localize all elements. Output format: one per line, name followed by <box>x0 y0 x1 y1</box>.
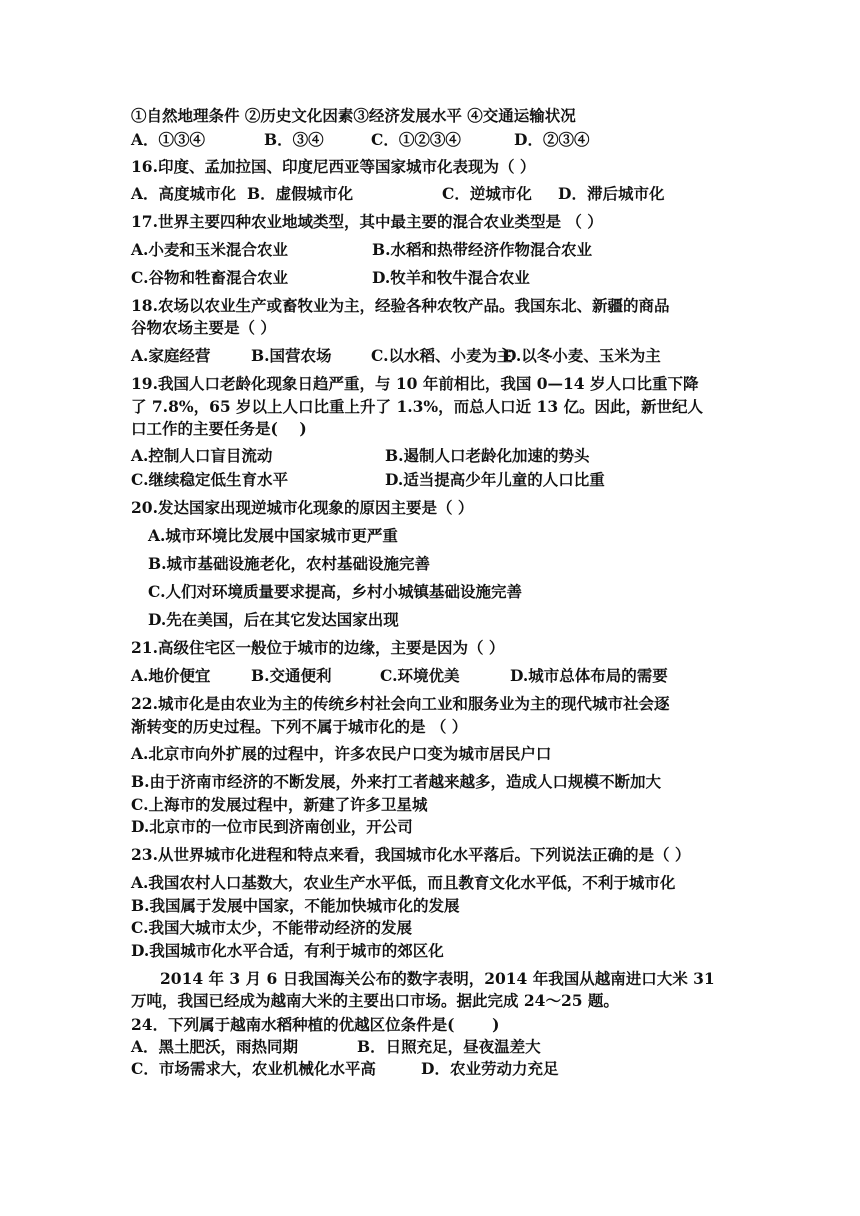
text-line <box>131 918 412 938</box>
option-text: D．②③④ <box>514 130 590 149</box>
option-text: A.控制人口盲目流动 <box>131 446 273 465</box>
text-line <box>131 374 698 394</box>
line-text: 万吨，我国已经成为越南大米的主要出口市场。据此完成 24～25 题。 <box>131 991 619 1010</box>
line-text: A.城市环境比发展中国家城市更严重 <box>148 526 398 545</box>
option-text: C．逆城市化 <box>442 184 532 203</box>
option-text: A.小麦和玉米混合农业 <box>131 240 288 259</box>
text-line <box>148 554 430 574</box>
line-text: 2014 年 3 月 6 日我国海关公布的数字表明，2014 年我国从越南进口大米 31 <box>160 969 715 988</box>
line-text: 20.发达国家出现逆城市化现象的原因主要是（ ） <box>131 498 474 517</box>
line-text: C.上海市的发展过程中，新建了许多卫星城 <box>131 795 428 814</box>
option-text: A．高度城市化 <box>131 184 237 203</box>
text-line <box>148 610 399 630</box>
text-line <box>131 157 535 177</box>
line-text: 了 7.8%，65 岁以上人口比重上升了 1.3%，而总人口近 13 亿。因此，新世纪人 <box>131 397 704 416</box>
line-text: 渐转变的历史过程。下列不属于城市化的是 （ ） <box>131 717 468 736</box>
line-text: 22.城市化是由农业为主的传统乡村社会向工业和服务业为主的现代城市社会逐 <box>131 694 670 713</box>
text-line <box>131 873 675 893</box>
option-text: D．滞后城市化 <box>558 184 665 203</box>
option-text: B.国营农场 <box>251 346 332 365</box>
option-text: B.水稻和热带经济作物混合农业 <box>372 240 592 259</box>
line-text: 18.农场以农业生产或畜牧业为主，经验各种农牧产品。我国东北、新疆的商品 <box>131 296 670 315</box>
line-text: 19.我国人口老龄化现象日趋严重，与 10 年前相比，我国 0—14 岁人口比重下降 <box>131 374 699 393</box>
line-text: B.由于济南市经济的不断发展，外来打工者越来越多，造成人口规模不断加大 <box>131 772 661 791</box>
text-line <box>131 795 427 815</box>
line-text: C.我国大城市太少，不能带动经济的发展 <box>131 918 412 937</box>
line-text: 16.印度、孟加拉国、印度尼西亚等国家城市化表现为（ ） <box>131 157 536 176</box>
text-line <box>131 817 413 837</box>
option-text: B.交通便利 <box>251 666 332 685</box>
line-text: C.人们对环境质量要求提高，乡村小城镇基础设施完善 <box>148 582 522 601</box>
option-text: D.城市总体布局的需要 <box>510 666 668 685</box>
text-line <box>148 526 398 546</box>
text-line <box>160 969 715 989</box>
option-text: A．黑土肥沃，雨热同期 <box>131 1037 299 1056</box>
option-text: A.家庭经营 <box>131 346 211 365</box>
text-line <box>131 744 551 764</box>
line-text: B.城市基础设施老化，农村基础设施完善 <box>148 554 430 573</box>
text-line <box>131 694 669 714</box>
line-text: 23.从世界城市化进程和特点来看，我国城市化水平落后。下列说法正确的是（ ） <box>131 845 691 864</box>
line-text: 谷物农场主要是（ ） <box>131 318 276 337</box>
text-line <box>131 845 690 865</box>
text-line <box>131 638 504 658</box>
option-text: B.遏制人口老龄化加速的势头 <box>385 446 590 465</box>
text-line <box>131 419 307 439</box>
text-line <box>131 498 473 518</box>
line-text: 21.高级住宅区一般位于城市的边缘，主要是因为（ ） <box>131 638 505 657</box>
text-line <box>131 1015 500 1035</box>
option-text: C.继续稳定低生育水平 <box>131 470 288 489</box>
text-line <box>131 941 444 961</box>
option-text: C．①②③④ <box>371 130 461 149</box>
option-text: B．③④ <box>264 130 324 149</box>
text-line <box>131 212 603 232</box>
option-text: C.谷物和牲畜混合农业 <box>131 268 288 287</box>
line-text: B.我国属于发展中国家，不能加快城市化的发展 <box>131 896 460 915</box>
option-text: C.环境优美 <box>380 666 460 685</box>
text-line <box>131 296 669 316</box>
option-text: C.以水稻、小麦为主 <box>371 346 513 365</box>
option-text: A.地价便宜 <box>131 666 211 685</box>
option-text: A．①③④ <box>131 130 206 149</box>
text-line <box>131 991 619 1011</box>
option-text: D.适当提高少年儿童的人口比重 <box>385 470 605 489</box>
line-text: D.先在美国，后在其它发达国家出现 <box>148 610 399 629</box>
line-text: A.北京市向外扩展的过程中，许多农民户口变为城市居民户口 <box>131 744 552 763</box>
line-text: D.我国城市化水平合适，有利于城市的郊区化 <box>131 941 444 960</box>
text-line <box>131 106 576 126</box>
text-line <box>131 397 703 417</box>
line-text: A.我国农村人口基数大，农业生产水平低，而且教育文化水平低，不利于城市化 <box>131 873 676 892</box>
line-text: ①自然地理条件 ②历史文化因素③经济发展水平 ④交通运输状况 <box>131 106 576 125</box>
line-text: 17.世界主要四种农业地域类型，其中最主要的混合农业类型是 （ ） <box>131 212 603 231</box>
text-line <box>131 318 276 338</box>
option-text: B．虚假城市化 <box>247 184 354 203</box>
option-text: B．日照充足，昼夜温差大 <box>357 1037 541 1056</box>
line-text: 24．下列属于越南水稻种植的优越区位条件是( ) <box>131 1015 500 1034</box>
option-text: C．市场需求大，农业机械化水平高 <box>131 1059 376 1078</box>
option-text: D．农业劳动力充足 <box>421 1059 559 1078</box>
option-text: D.牧羊和牧牛混合农业 <box>372 268 530 287</box>
text-line <box>131 717 467 737</box>
text-line <box>131 896 460 916</box>
text-line <box>148 582 522 602</box>
line-text: D.北京市的一位市民到济南创业，开公司 <box>131 817 413 836</box>
line-text: 口工作的主要任务是( ) <box>131 419 307 438</box>
text-line <box>131 772 661 792</box>
option-text: D.以冬小麦、玉米为主 <box>503 346 661 365</box>
